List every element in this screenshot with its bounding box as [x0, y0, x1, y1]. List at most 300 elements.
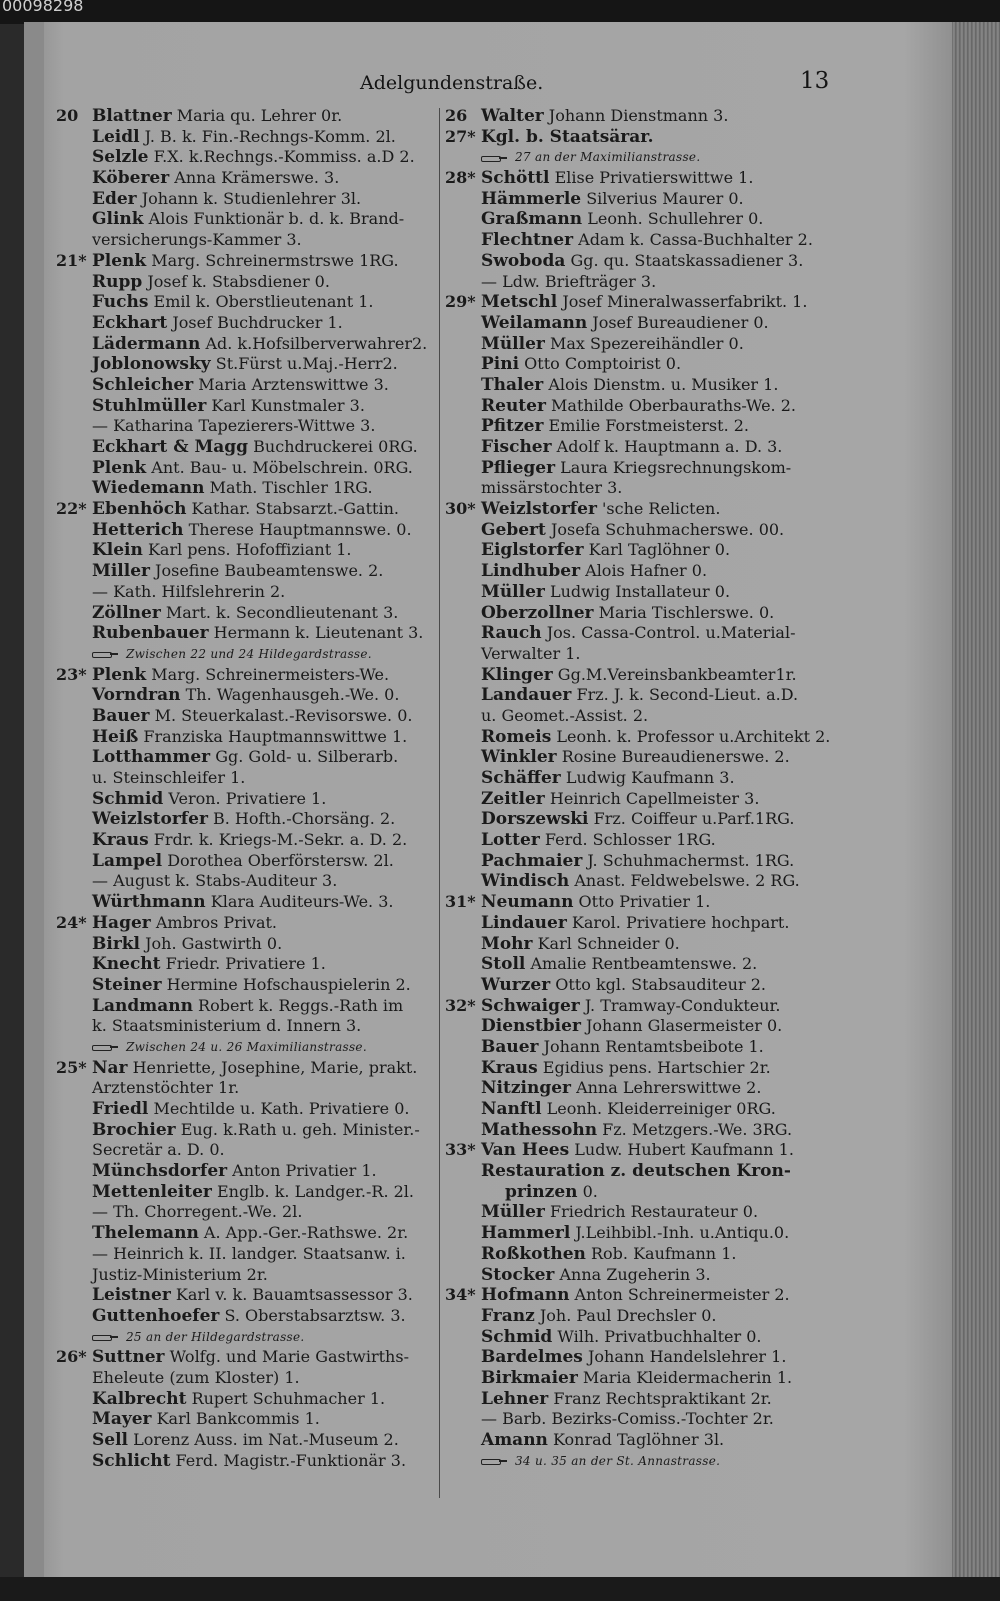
- cross-reference-note: [445, 1451, 825, 1472]
- resident-details: Robert k. Reggs.-Rath im: [192, 995, 404, 1015]
- resident-name: Zöllner: [92, 602, 161, 623]
- resident-name: Blattner: [92, 106, 172, 126]
- resident-details: Kathar. Stabsarzt.-Gattin.: [186, 499, 399, 519]
- resident-details: Hermine Hofschauspielerin 2.: [161, 974, 411, 994]
- resident-name: Rupp: [92, 271, 143, 292]
- resident-name: Suttner: [92, 1347, 165, 1368]
- resident-details: Anast. Feldwebelswe. 2 RG.: [569, 871, 800, 891]
- directory-entry: [56, 147, 436, 168]
- resident-name: Birkl: [92, 933, 141, 954]
- directory-entry: [56, 478, 436, 499]
- directory-entry: [56, 934, 436, 955]
- resident-name: Nar: [92, 1057, 128, 1078]
- pointing-hand-icon: [92, 1332, 118, 1342]
- house-number: 33*: [445, 1140, 476, 1160]
- pointing-hand-icon: [481, 153, 507, 163]
- resident-details: Th. Wagenhausgeh.-We. 0.: [180, 685, 400, 705]
- resident-details: Max Spezereihändler 0.: [544, 333, 744, 353]
- entry-continuation: Secretär a. D. 0.: [92, 1140, 225, 1160]
- resident-details: Laura Kriegsrechnungskom-: [555, 457, 792, 477]
- resident-name: prinzen: [505, 1181, 578, 1202]
- street-title: Adelgundenstraße.: [360, 72, 544, 94]
- resident-details: Rosine Bureaudienerswe. 2.: [556, 747, 790, 767]
- directory-entry: [445, 1058, 825, 1079]
- resident-name: Miller: [92, 561, 150, 582]
- resident-name: Ebenhöch: [92, 499, 187, 520]
- resident-details: Johann Glasermeister 0.: [580, 1016, 783, 1036]
- resident-details: Englb. k. Landger.-R. 2l.: [211, 1181, 414, 1201]
- directory-entry: [56, 1306, 436, 1327]
- directory-entry: [445, 1161, 825, 1182]
- directory-entry: [445, 809, 825, 830]
- resident-details: Otto Privatier 1.: [573, 892, 711, 912]
- resident-name: Rauch: [481, 623, 542, 644]
- resident-details: Frz. Coiffeur u.Parf.1RG.: [588, 809, 795, 829]
- directory-entry: [56, 1223, 436, 1244]
- directory-entry: [445, 127, 825, 148]
- directory-entry: [56, 168, 436, 189]
- resident-name: Schleicher: [92, 374, 194, 395]
- resident-name: Windisch: [481, 871, 570, 892]
- house-number: 27*: [445, 126, 476, 146]
- resident-name: Mohr: [481, 933, 533, 954]
- directory-entry: [445, 1244, 825, 1265]
- resident-details: S. Oberstabsarztsw. 3.: [219, 1305, 406, 1325]
- directory-entry: [445, 499, 825, 520]
- house-number: 25*: [56, 1057, 87, 1077]
- directory-entry: [56, 1161, 436, 1182]
- resident-details: Anton Privatier 1.: [227, 1161, 377, 1181]
- resident-details: Franziska Hauptmannswittwe 1.: [138, 726, 408, 746]
- directory-entry: [445, 768, 825, 789]
- resident-name: Winkler: [481, 747, 557, 768]
- directory-entry: [445, 954, 825, 975]
- cross-reference-note: [56, 644, 436, 665]
- directory-entry: [56, 313, 436, 334]
- column-divider: [439, 108, 440, 1498]
- resident-name: Kgl. b. Staatsärar.: [481, 126, 654, 147]
- directory-entry: [56, 789, 436, 810]
- resident-name: Landmann: [92, 995, 193, 1016]
- resident-name: Plenk: [92, 664, 147, 685]
- resident-name: Neumann: [481, 892, 574, 913]
- resident-details: St.Fürst u.Maj.-Herr2.: [210, 354, 398, 374]
- resident-details: Maria Tischlerswe. 0.: [593, 602, 775, 622]
- entry-continuation: Verwalter 1.: [481, 643, 581, 663]
- resident-details: Leonh. Schullehrer 0.: [582, 209, 764, 229]
- directory-entry: [445, 851, 825, 872]
- resident-name: Weizlstorfer: [481, 499, 597, 520]
- resident-name: Bauer: [92, 705, 150, 726]
- resident-details: Karl pens. Hofoffiziant 1.: [142, 540, 352, 560]
- book-page-edges: [952, 22, 1000, 1577]
- resident-details: Otto kgl. Stabsauditeur 2.: [550, 974, 766, 994]
- directory-entry: [445, 1202, 825, 1223]
- resident-name: Swoboda: [481, 250, 566, 271]
- resident-name: Steiner: [92, 974, 162, 995]
- resident-details: Friedrich Restaurateur 0.: [544, 1202, 759, 1222]
- resident-name: Pachmaier: [481, 850, 583, 871]
- resident-name: Reuter: [481, 395, 546, 416]
- directory-entry: [445, 1265, 825, 1286]
- directory-entry: [445, 1430, 825, 1451]
- entry-continuation: — August k. Stabs-Auditeur 3.: [92, 871, 338, 891]
- resident-details: Rob. Kaufmann 1.: [585, 1243, 737, 1263]
- directory-entry: [445, 540, 825, 561]
- directory-entry: [445, 685, 825, 706]
- directory-entry: [56, 747, 436, 768]
- directory-entry: [56, 209, 436, 230]
- directory-entry: [445, 189, 825, 210]
- directory-entry: [445, 1078, 825, 1099]
- directory-entry: [445, 416, 825, 437]
- directory-entry: [445, 375, 825, 396]
- resident-details: Silverius Maurer 0.: [581, 188, 744, 208]
- resident-details: Elise Privatierswittwe 1.: [549, 168, 754, 188]
- directory-entry: [56, 623, 436, 644]
- directory-entry: [56, 996, 436, 1017]
- resident-details: J. Schuhmachermst. 1RG.: [582, 850, 795, 870]
- resident-details: 'sche Relicten.: [596, 499, 721, 519]
- directory-entry: [56, 1389, 436, 1410]
- resident-details: Anna Lehrerswittwe 2.: [570, 1078, 762, 1098]
- resident-details: Karl v. k. Bauamtsassessor 3.: [170, 1285, 413, 1305]
- resident-details: Anna Zugeherin 3.: [554, 1264, 711, 1284]
- house-number: 21*: [56, 250, 87, 270]
- directory-entry: [56, 1347, 436, 1368]
- note-text: 27 an der Maximilianstrasse.: [515, 150, 701, 165]
- directory-entry: [445, 209, 825, 230]
- resident-details: Joh. Gastwirth 0.: [140, 933, 283, 953]
- directory-entry: [445, 106, 825, 127]
- resident-details: F.X. k.Rechngs.-Kommiss. a.D 2.: [148, 147, 415, 167]
- directory-entry: [56, 1099, 436, 1120]
- directory-entry: [445, 892, 825, 913]
- resident-details: Lorenz Auss. im Nat.-Museum 2.: [128, 1430, 399, 1449]
- resident-name: Gebert: [481, 519, 546, 540]
- directory-entry: [445, 561, 825, 582]
- resident-details: Emilie Forstmeisterst. 2.: [543, 416, 750, 436]
- resident-name: Schlicht: [92, 1450, 171, 1471]
- resident-name: Eckhart & Magg: [92, 437, 249, 457]
- resident-name: Thelemann: [92, 1223, 199, 1244]
- directory-entry: [56, 334, 436, 355]
- house-number: 31*: [445, 892, 476, 912]
- directory-entry: [445, 1368, 825, 1389]
- resident-name: Brochier: [92, 1119, 176, 1140]
- resident-details: Alois Hafner 0.: [580, 561, 708, 581]
- resident-details: Jos. Cassa-Control. u.Material-: [541, 623, 796, 643]
- entry-continuation: — Heinrich k. II. landger. Staatsanw. i.: [92, 1243, 406, 1263]
- resident-name: Glink: [92, 209, 144, 230]
- resident-details: Josef Mineralwasserfabrikt. 1.: [557, 292, 808, 312]
- resident-name: Leistner: [92, 1285, 171, 1306]
- resident-details: Maria qu. Lehrer 0r.: [171, 106, 343, 125]
- resident-name: Amann: [481, 1430, 548, 1450]
- resident-name: Schöttl: [481, 168, 550, 189]
- resident-details: Maria Arztenswittwe 3.: [193, 374, 389, 394]
- house-number: 32*: [445, 995, 476, 1015]
- directory-entry: [56, 272, 436, 293]
- directory-entry: [56, 437, 436, 458]
- resident-name: Pini: [481, 354, 520, 375]
- resident-name: Wurzer: [481, 974, 551, 995]
- resident-name: Leidl: [92, 126, 140, 147]
- resident-details: Josefine Baubeamtenswe. 2.: [149, 561, 384, 581]
- resident-name: Hofmann: [481, 1285, 570, 1306]
- resident-name: Vorndran: [92, 685, 181, 706]
- directory-entry: [56, 1120, 436, 1141]
- resident-name: Weizlstorfer: [92, 809, 208, 830]
- entry-continuation: — Ldw. Briefträger 3.: [481, 271, 657, 291]
- directory-entry: [445, 913, 825, 934]
- directory-entry: [56, 1285, 436, 1306]
- directory-entry: [445, 354, 825, 375]
- directory-entry: [445, 458, 825, 479]
- resident-name: Lindhuber: [481, 561, 581, 582]
- pointing-hand-icon: [92, 1042, 118, 1052]
- directory-entry: [445, 1389, 825, 1410]
- resident-details: Josef Bureaudiener 0.: [587, 312, 769, 332]
- resident-details: Adolf k. Hauptmann a. D. 3.: [551, 437, 783, 456]
- directory-entry: [445, 726, 831, 748]
- entry-continuation: k. Staatsministerium d. Innern 3.: [92, 1016, 362, 1036]
- resident-details: Eug. k.Rath u. geh. Minister.-: [175, 1119, 420, 1139]
- house-number: 34*: [445, 1285, 476, 1305]
- house-number: 26: [445, 106, 468, 125]
- directory-entry: [445, 334, 825, 355]
- resident-details: Ludw. Hubert Kaufmann 1.: [569, 1140, 794, 1160]
- directory-entry: [445, 1037, 825, 1058]
- resident-details: Maria Kleidermacherin 1.: [577, 1367, 793, 1387]
- directory-entry: [445, 1016, 825, 1037]
- resident-name: Plenk: [92, 250, 147, 271]
- resident-name: Kalbrecht: [92, 1388, 187, 1409]
- resident-name: Joblonowsky: [92, 354, 211, 375]
- resident-details: Franz Rechtspraktikant 2r.: [548, 1388, 772, 1408]
- resident-details: Hermann k. Lieutenant 3.: [208, 623, 424, 643]
- house-number: 30*: [445, 499, 476, 519]
- resident-name: Nitzinger: [481, 1078, 571, 1099]
- directory-entry: [56, 396, 436, 417]
- directory-entry: [445, 168, 825, 189]
- resident-details: Gg.M.Vereinsbankbeamter1r.: [552, 664, 797, 684]
- directory-entry: [445, 230, 825, 251]
- directory-entry: [56, 685, 436, 706]
- left-column: [56, 106, 436, 1471]
- previous-page-edge: [24, 22, 44, 1577]
- resident-details: Ferd. Magistr.-Funktionär 3.: [170, 1450, 407, 1470]
- house-number: 28*: [445, 168, 476, 188]
- directory-entry: [445, 1347, 825, 1368]
- directory-entry: [56, 603, 436, 624]
- resident-details: Wolfg. und Marie Gastwirths-: [164, 1347, 409, 1367]
- resident-details: J.Leihbibl.-Inh. u.Antiqu.0.: [570, 1223, 790, 1243]
- directory-entry: [445, 1223, 825, 1244]
- directory-entry: [56, 189, 436, 210]
- resident-details: Johann Rentamtsbeibote 1.: [538, 1036, 764, 1056]
- resident-details: Ferd. Schlosser 1RG.: [539, 830, 716, 850]
- resident-name: Schwaiger: [481, 995, 580, 1016]
- directory-entry: [445, 934, 825, 955]
- resident-name: Müller: [481, 581, 545, 602]
- resident-name: Stocker: [481, 1264, 555, 1285]
- directory-entry: [445, 1306, 825, 1327]
- directory-entry: [56, 375, 436, 396]
- cross-reference-note: [445, 147, 825, 168]
- resident-name: Wiedemann: [92, 478, 205, 499]
- directory-entry: [445, 996, 825, 1017]
- entry-continuation: u. Geomet.-Assist. 2.: [481, 705, 649, 725]
- resident-details: Ad. k.Hofsilberverwahrer2.: [200, 333, 428, 353]
- directory-entry: [445, 396, 825, 417]
- note-text: Zwischen 22 und 24 Hildegardstrasse.: [126, 646, 372, 661]
- resident-name: Heiß: [92, 726, 139, 747]
- resident-details: Marg. Schreinermstrswe 1RG.: [146, 250, 399, 270]
- directory-entry: [445, 623, 825, 644]
- page-header: [0, 68, 1000, 102]
- resident-details: Karl Bankcommis 1.: [151, 1409, 320, 1429]
- resident-name: Weilamann: [481, 312, 588, 333]
- resident-details: Konrad Taglöhner 3l.: [547, 1430, 725, 1449]
- directory-entry: [445, 603, 825, 624]
- entry-continuation: Arztenstöchter 1r.: [92, 1078, 240, 1098]
- entry-continuation: — Katharina Tapezierers-Wittwe 3.: [92, 416, 376, 436]
- resident-name: Kraus: [92, 830, 149, 851]
- note-text: 25 an der Hildegardstrasse.: [126, 1329, 305, 1344]
- resident-details: Frdr. k. Kriegs-M.-Sekr. a. D. 2.: [148, 830, 408, 850]
- directory-entry: [445, 251, 825, 272]
- house-number: 22*: [56, 499, 87, 519]
- entry-continuation: Justiz-Ministerium 2r.: [92, 1264, 268, 1284]
- resident-details: Henriette, Josephine, Marie, prakt.: [127, 1057, 418, 1077]
- resident-name: Hager: [92, 912, 151, 933]
- directory-entry: [56, 1409, 436, 1430]
- resident-name: Pfitzer: [481, 416, 544, 437]
- directory-entry: [56, 975, 436, 996]
- resident-name: Roßkothen: [481, 1243, 586, 1264]
- entry-continuation: missärstochter 3.: [481, 478, 623, 498]
- directory-entry: [445, 437, 825, 458]
- resident-details: Veron. Privatiere 1.: [163, 788, 327, 808]
- resident-details: Gg. Gold- u. Silberarb.: [210, 747, 399, 767]
- resident-details: Gg. qu. Staatskassadiener 3.: [565, 250, 804, 270]
- resident-details: J. B. k. Fin.-Rechngs-Komm. 2l.: [139, 126, 396, 146]
- resident-name: Köberer: [92, 168, 170, 189]
- resident-name: Sell: [92, 1430, 129, 1450]
- directory-entry: [56, 292, 436, 313]
- resident-name: Müller: [481, 333, 545, 354]
- resident-details: Anton Schreinermeister 2.: [569, 1285, 790, 1305]
- directory-entry: [56, 1182, 436, 1203]
- resident-name: Birkmaier: [481, 1367, 578, 1388]
- entry-continuation: versicherungs-Kammer 3.: [92, 230, 302, 250]
- resident-details: Ambros Privat.: [150, 912, 278, 932]
- resident-details: Ant. Bau- u. Möbelschrein. 0RG.: [146, 457, 413, 477]
- resident-name: Landauer: [481, 685, 572, 706]
- directory-entry: [445, 1099, 825, 1120]
- resident-name: Graßmann: [481, 209, 583, 230]
- resident-name: Lindauer: [481, 912, 567, 933]
- resident-name: Mettenleiter: [92, 1181, 212, 1202]
- directory-entry: [56, 830, 436, 851]
- resident-details: Mathilde Oberbauraths-We. 2.: [545, 395, 796, 415]
- directory-entry: [56, 892, 436, 913]
- directory-entry: [56, 665, 436, 686]
- resident-name: Bardelmes: [481, 1347, 583, 1368]
- resident-details: Klara Auditeurs-We. 3.: [205, 892, 394, 912]
- resident-name: Lampel: [92, 850, 163, 871]
- resident-name: Nanftl: [481, 1099, 542, 1119]
- resident-details: Leonh. k. Professor u.Architekt 2.: [551, 726, 831, 746]
- entry-continuation: — Barb. Bezirks-Comiss.-Tochter 2r.: [481, 1409, 774, 1429]
- resident-name: Eder: [92, 188, 137, 209]
- resident-name: Lotter: [481, 830, 540, 851]
- house-number: 29*: [445, 292, 476, 312]
- resident-name: Friedl: [92, 1099, 149, 1119]
- resident-name: Guttenhoefer: [92, 1305, 220, 1326]
- resident-details: Anna Krämerswe. 3.: [169, 168, 340, 188]
- resident-name: Hämmerle: [481, 188, 582, 209]
- resident-details: Therese Hauptmannswe. 0.: [183, 519, 412, 539]
- resident-name: Eiglstorfer: [481, 540, 584, 561]
- resident-details: Math. Tischler 1RG.: [204, 478, 373, 498]
- resident-name: Walter: [481, 106, 544, 126]
- resident-name: Bauer: [481, 1036, 539, 1057]
- resident-details: Leonh. Kleiderreiniger 0RG.: [541, 1099, 776, 1118]
- resident-name: Müller: [481, 1202, 545, 1223]
- resident-name: Lotthammer: [92, 747, 211, 768]
- entry-continuation: — Th. Chorregent.-We. 2l.: [92, 1202, 303, 1222]
- resident-details: Josefa Schuhmacherswe. 00.: [545, 519, 785, 539]
- note-text: Zwischen 24 u. 26 Maximilianstrasse.: [126, 1039, 367, 1054]
- resident-details: Otto Comptoirist 0.: [519, 354, 682, 374]
- house-number: 20: [56, 106, 79, 125]
- directory-entry: [56, 954, 436, 975]
- resident-details: Emil k. Oberstlieutenant 1.: [148, 292, 374, 312]
- resident-details: Karol. Privatiere hochpart.: [566, 912, 790, 932]
- directory-entry: [445, 789, 825, 810]
- directory-entry: [445, 871, 825, 892]
- resident-details: 0.: [577, 1181, 598, 1201]
- resident-name: Pflieger: [481, 457, 556, 478]
- directory-entry: [56, 499, 436, 520]
- resident-name: Dorszewski: [481, 809, 589, 830]
- directory-entry: [56, 520, 436, 541]
- resident-details: J. Tramway-Condukteur.: [579, 995, 781, 1015]
- resident-details: Alois Dienstm. u. Musiker 1.: [543, 374, 779, 394]
- scan-bottom-band: [0, 1577, 1000, 1601]
- resident-details: Johann Dienstmann 3.: [543, 106, 729, 125]
- directory-entry: [56, 851, 436, 872]
- directory-entry: [56, 913, 436, 934]
- resident-details: Frz. J. k. Second-Lieut. a.D.: [571, 685, 799, 705]
- resident-name: Rubenbauer: [92, 623, 209, 644]
- resident-name: Stuhlmüller: [92, 395, 207, 416]
- house-number: 26*: [56, 1347, 87, 1367]
- resident-name: Fuchs: [92, 292, 149, 313]
- resident-name: Hetterich: [92, 519, 184, 540]
- resident-name: Lädermann: [92, 333, 201, 354]
- directory-entry: [445, 1182, 825, 1203]
- resident-details: Adam k. Cassa-Buchhalter 2.: [573, 230, 813, 250]
- resident-name: Münchsdorfer: [92, 1161, 228, 1182]
- resident-name: Oberzollner: [481, 602, 594, 623]
- directory-entry: [445, 1140, 825, 1161]
- resident-name: Lehner: [481, 1388, 549, 1409]
- resident-name: Schmid: [481, 1326, 553, 1347]
- resident-name: Schäffer: [481, 768, 561, 788]
